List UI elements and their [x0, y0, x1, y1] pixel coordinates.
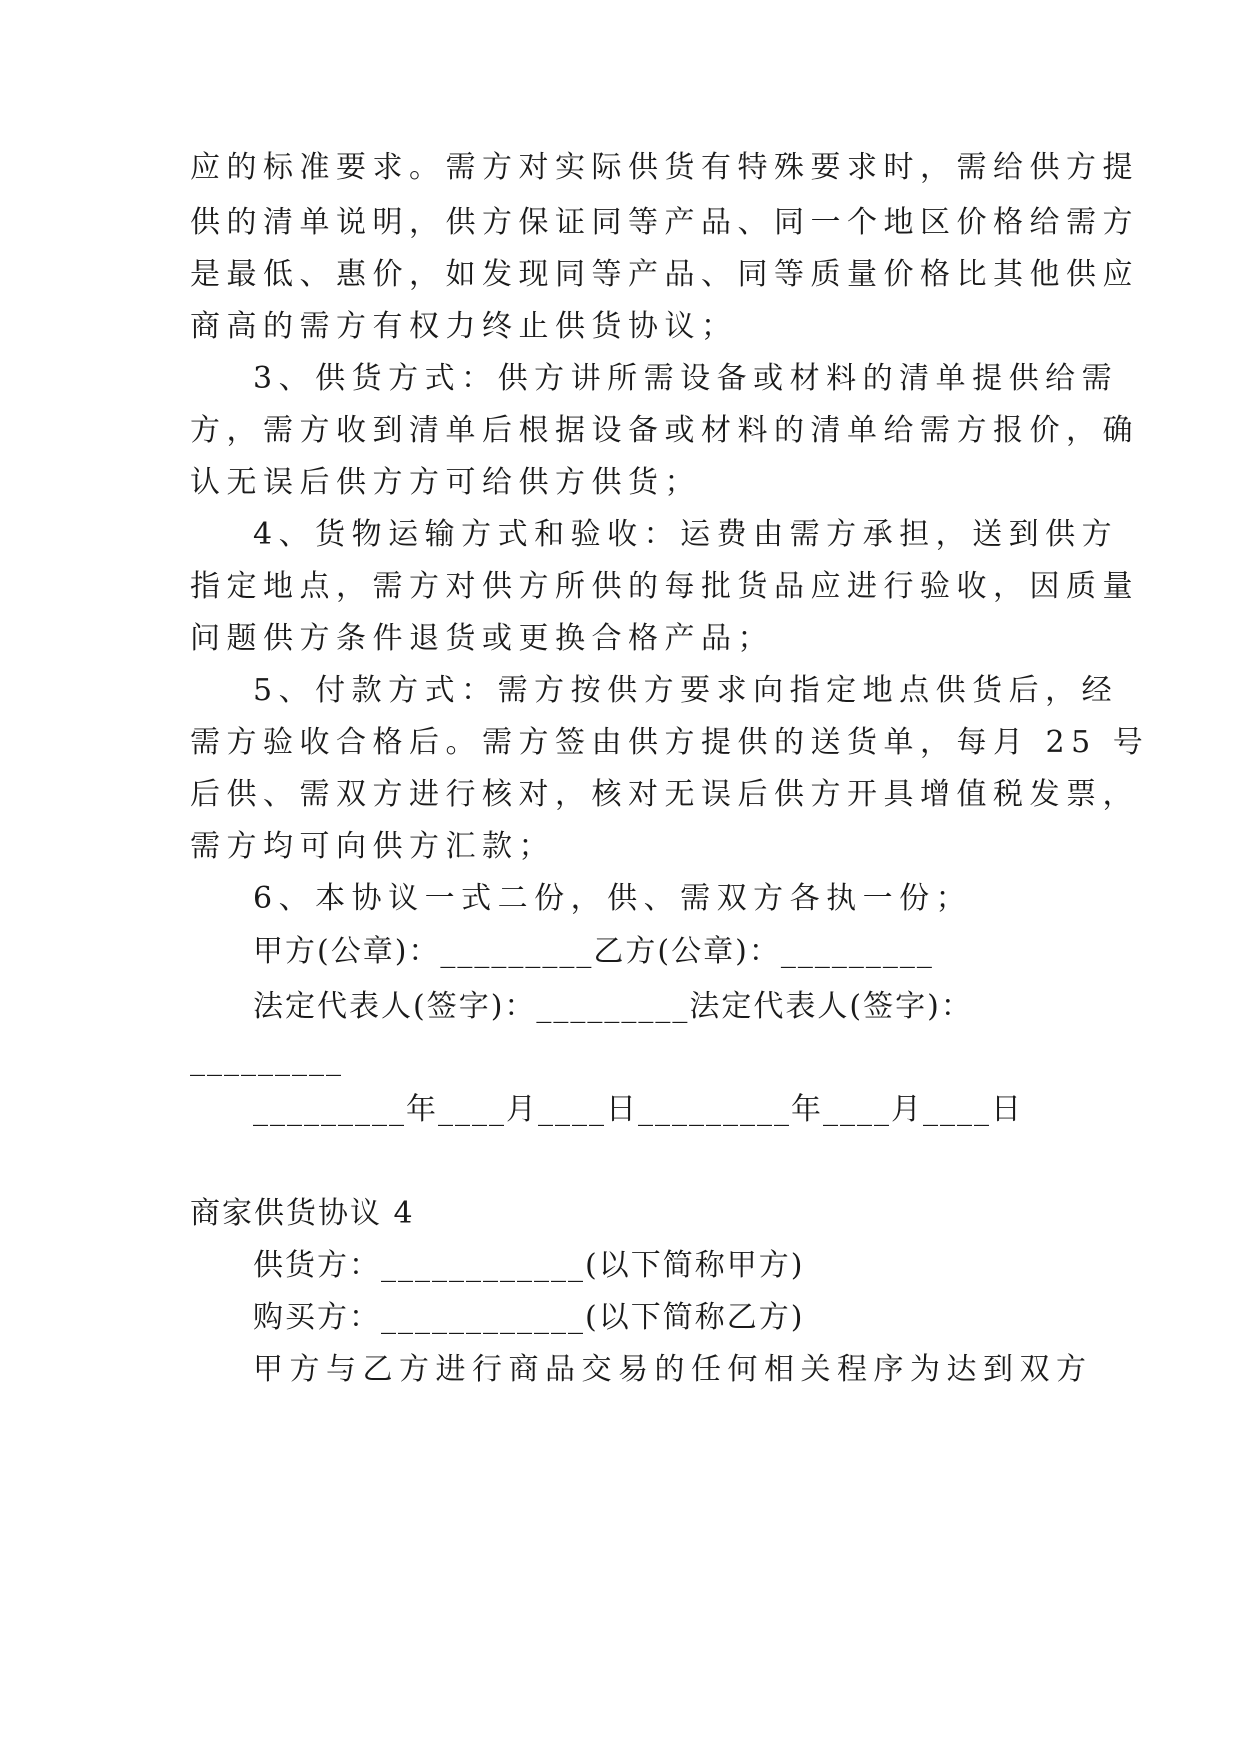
clause-2-line-3: 是最低、惠价，如发现同等产品、同等质量价格比其他供应 [190, 257, 1139, 292]
clause-5-line-2: 需方验收合格后。需方签由供方提供的送货单，每月 25 号 [190, 725, 1150, 760]
clause-5-line-3: 后供、需双方进行核对，核对无误后供方开具增值税发票， [190, 777, 1139, 812]
clause-3-line-2: 方，需方收到清单后根据设备或材料的清单给需方报价，确 [190, 413, 1139, 448]
clause-3-line-3: 认无误后供方方可给供方供货； [190, 465, 701, 500]
clause-2-line-4: 商高的需方有权力终止供货协议； [190, 309, 738, 344]
clause-2-line-1: 应的标准要求。需方对实际供货有特殊要求时，需给供方提 [190, 150, 1139, 185]
seal-signature-line: 甲方(公章)：_________乙方(公章)：_________ [253, 934, 934, 969]
clause-6-line: 6、本协议一式二份，供、需双方各执一份； [253, 881, 973, 916]
clause-5-line-4: 需方均可向供方汇款； [190, 829, 555, 864]
clause-3-line-1: 3、供货方式：供方讲所需设备或材料的清单提供给需 [253, 361, 1119, 396]
clause-4-line-2: 指定地点，需方对供方所供的每批货品应进行验收，因质量 [190, 569, 1139, 604]
intro-line: 甲方与乙方进行商品交易的任何相关程序为达到双方 [253, 1352, 1093, 1387]
buyer-line: 购买方：____________(以下简称乙方) [253, 1300, 805, 1335]
clause-5-line-1: 5、付款方式：需方按供方要求向指定地点供货后，经 [253, 673, 1119, 708]
representative-signature-line: 法定代表人(签字)：_________法定代表人(签字)： [253, 989, 973, 1024]
representative-signature-blank: _________ [190, 1042, 343, 1077]
clause-4-line-3: 问题供方条件退货或更换合格产品； [190, 621, 774, 656]
date-line: _________年____月____日_________年____月____日 [253, 1092, 1023, 1127]
supplier-line: 供货方：____________(以下简称甲方) [253, 1248, 805, 1283]
clause-2-line-2: 供的清单说明，供方保证同等产品、同一个地区价格给需方 [190, 205, 1139, 240]
section-title: 商家供货协议 4 [190, 1196, 415, 1231]
clause-4-line-1: 4、货物运输方式和验收：运费由需方承担，送到供方 [253, 517, 1119, 552]
